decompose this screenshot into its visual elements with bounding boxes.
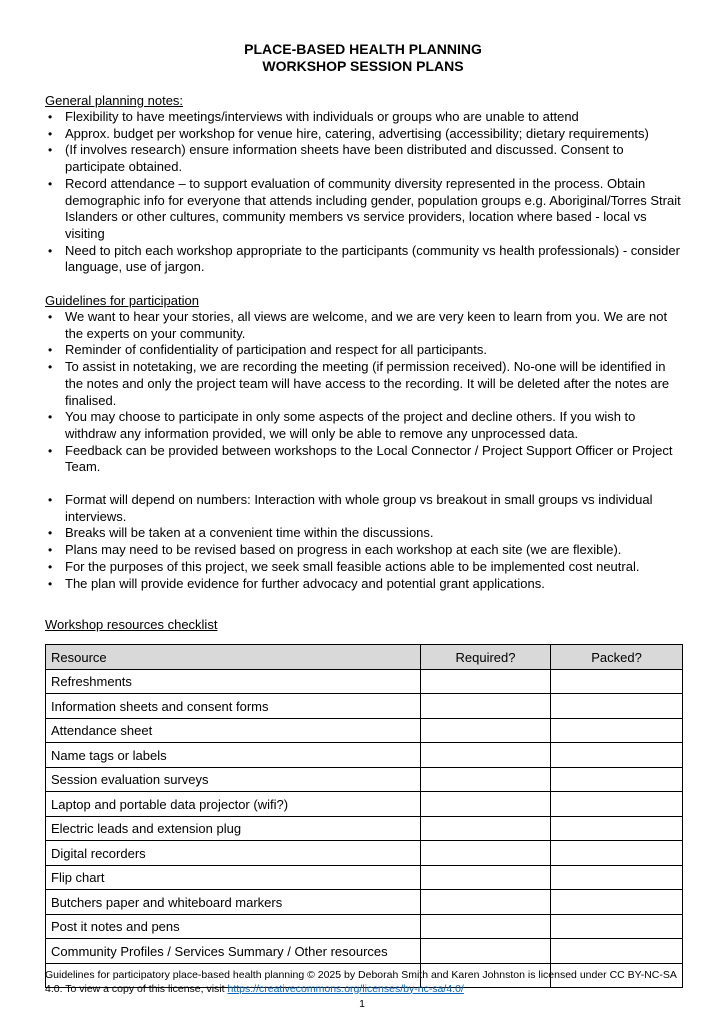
resource-cell: Refreshments [46, 669, 421, 694]
guidelines-bullet-list [45, 309, 681, 476]
bullet-item [45, 359, 681, 409]
license-text: Guidelines for participatory place-based health planning © 2025 by Deborah Smith and Karen Johnston is licensed under CC BY-NC-SA 4.0. To view a copy of this license, visit [45, 969, 677, 995]
section-heading-guidelines-for-participation: Guidelines for participation [45, 293, 199, 309]
required-cell[interactable] [421, 890, 551, 915]
bullet-item [45, 176, 681, 243]
document-title [45, 41, 681, 75]
bullet-icon: • [48, 493, 53, 508]
required-cell[interactable] [421, 669, 551, 694]
table-row [46, 841, 683, 866]
required-cell[interactable] [421, 743, 551, 768]
guidelines-bullet-list-continued [45, 492, 681, 592]
bullet-text: For the purposes of this project, we seek small feasible actions able to be implemented cost neutral. [65, 558, 640, 574]
resource-cell: Name tags or labels [46, 743, 421, 768]
packed-cell[interactable] [551, 718, 683, 743]
bullet-text: The plan will provide evidence for further advocacy and potential grant applications. [65, 575, 545, 591]
table-row [46, 816, 683, 841]
packed-cell[interactable] [551, 694, 683, 719]
bullet-text: Format will depend on numbers: Interaction with whole group vs breakout in small groups vs individual interviews. [65, 492, 653, 524]
required-cell[interactable] [421, 694, 551, 719]
resources-table [45, 644, 683, 988]
packed-cell[interactable] [551, 792, 683, 817]
table-row [46, 939, 683, 964]
bullet-text: You may choose to participate in only some aspects of the project and decline others. If you wish to withdraw any information provided, we will only be able to remove any unprocessed data. [65, 409, 636, 441]
bullet-item [45, 126, 681, 143]
packed-cell[interactable] [551, 939, 683, 964]
bullet-text: (If involves research) ensure information sheets have been distributed and discussed. Consent to participate obtained. [65, 142, 624, 175]
table-row [46, 792, 683, 817]
bullet-icon: • [48, 526, 53, 541]
bullet-icon: • [48, 559, 53, 574]
bullet-text: Breaks will be taken at a convenient time within the discussions. [65, 525, 434, 541]
bullet-text: To assist in notetaking, we are recording the meeting (if permission received). No-one will be identified in the notes and only the project team will have access to the recording. It will be deleted after the notes are finalised. [65, 359, 670, 408]
bullet-text: Feedback can be provided between workshops to the Local Connector / Project Support Officer or Project Team. [65, 442, 673, 475]
bullet-item [45, 409, 681, 442]
table-row [46, 669, 683, 694]
general-planning-bullet-list [45, 109, 681, 276]
spacer [45, 476, 681, 492]
table-row [46, 694, 683, 719]
bullet-icon: • [48, 126, 53, 141]
resource-cell: Butchers paper and whiteboard markers [46, 890, 421, 915]
table-row [46, 914, 683, 939]
bullet-icon: • [48, 360, 53, 375]
bullet-icon: • [48, 176, 53, 191]
spacer [45, 633, 681, 644]
bullet-text: We want to hear your stories, all views are welcome, and we are very keen to learn from you. We are not the experts on your community. [65, 309, 668, 341]
packed-cell[interactable] [551, 865, 683, 890]
packed-cell[interactable] [551, 841, 683, 866]
bullet-text: Reminder of confidentiality of participation and respect for all participants. [65, 342, 487, 358]
required-cell[interactable] [421, 939, 551, 964]
resource-cell: Laptop and portable data projector (wifi?) [46, 792, 421, 817]
bullet-icon: • [48, 576, 53, 591]
packed-cell[interactable] [551, 914, 683, 939]
table-header-row [46, 645, 683, 670]
bullet-item [45, 243, 681, 276]
bullet-text: Flexibility to have meetings/interviews with individuals or groups who are unable to attend [65, 109, 579, 124]
resource-cell: Information sheets and consent forms [46, 694, 421, 719]
document-title-line1: PLACE-BASED HEALTH PLANNING [244, 41, 482, 57]
column-header-resource: Resource [46, 645, 421, 670]
bullet-item [45, 342, 681, 359]
bullet-item [45, 525, 681, 542]
bullet-text: Need to pitch each workshop appropriate to the participants (community vs health professionals) - consider language, use of jargon. [65, 242, 680, 275]
resource-cell: Session evaluation surveys [46, 767, 421, 792]
spacer [45, 592, 681, 616]
table-row [46, 743, 683, 768]
bullet-item [45, 542, 681, 559]
bullet-icon: • [48, 310, 53, 325]
section-heading-general-planning-notes: General planning notes: [45, 93, 184, 108]
bullet-item [45, 309, 681, 342]
bullet-icon: • [48, 143, 53, 158]
bullet-icon: • [48, 343, 53, 358]
resource-cell: Post it notes and pens [46, 914, 421, 939]
spacer [45, 276, 681, 292]
resource-cell: Electric leads and extension plug [46, 816, 421, 841]
resource-cell: Digital recorders [46, 841, 421, 866]
license-footer [45, 969, 684, 996]
document-title-line2: WORKSHOP SESSION PLANS [262, 58, 464, 74]
required-cell[interactable] [421, 816, 551, 841]
required-cell[interactable] [421, 914, 551, 939]
section-heading-workshop-resources-checklist: Workshop resources checklist [45, 617, 218, 633]
bullet-item [45, 559, 681, 576]
bullet-item [45, 576, 681, 593]
bullet-icon: • [48, 243, 53, 258]
bullet-text: Approx. budget per workshop for venue hire, catering, advertising (accessibility; dietary requirements) [65, 125, 649, 141]
resource-cell: Flip chart [46, 865, 421, 890]
required-cell[interactable] [421, 718, 551, 743]
table-row [46, 767, 683, 792]
packed-cell[interactable] [551, 743, 683, 768]
bullet-item [45, 492, 681, 525]
packed-cell[interactable] [551, 816, 683, 841]
required-cell[interactable] [421, 792, 551, 817]
page-number: 1 [359, 998, 365, 1010]
packed-cell[interactable] [551, 669, 683, 694]
required-cell[interactable] [421, 767, 551, 792]
required-cell[interactable] [421, 865, 551, 890]
resource-cell: Community Profiles / Services Summary / Other resources [46, 939, 421, 964]
bullet-icon: • [48, 443, 53, 458]
column-header-packed: Packed? [551, 645, 683, 670]
packed-cell[interactable] [551, 767, 683, 792]
bullet-text: Plans may need to be revised based on progress in each workshop at each site (we are flexible). [65, 542, 622, 558]
license-link[interactable]: https://creativecommons.org/licenses/by-nc-sa/4.0/ [227, 982, 464, 995]
bullet-item [45, 142, 681, 175]
column-header-required: Required? [421, 645, 551, 670]
bullet-text: Record attendance – to support evaluation of community diversity represented in the process. Obtain demographic info for everyone that attends including gender, population groups e.g. Aboriginal/Torres Strait Islanders or other cultures, community members vs service providers, location where based - local vs visiting [65, 175, 681, 241]
required-cell[interactable] [421, 841, 551, 866]
packed-cell[interactable] [551, 890, 683, 915]
resource-cell: Attendance sheet [46, 718, 421, 743]
bullet-item [45, 109, 681, 126]
bullet-icon: • [48, 110, 53, 124]
table-row [46, 865, 683, 890]
table-row [46, 718, 683, 743]
bullet-icon: • [48, 410, 53, 425]
table-row [46, 890, 683, 915]
bullet-item [45, 443, 681, 476]
bullet-icon: • [48, 543, 53, 558]
